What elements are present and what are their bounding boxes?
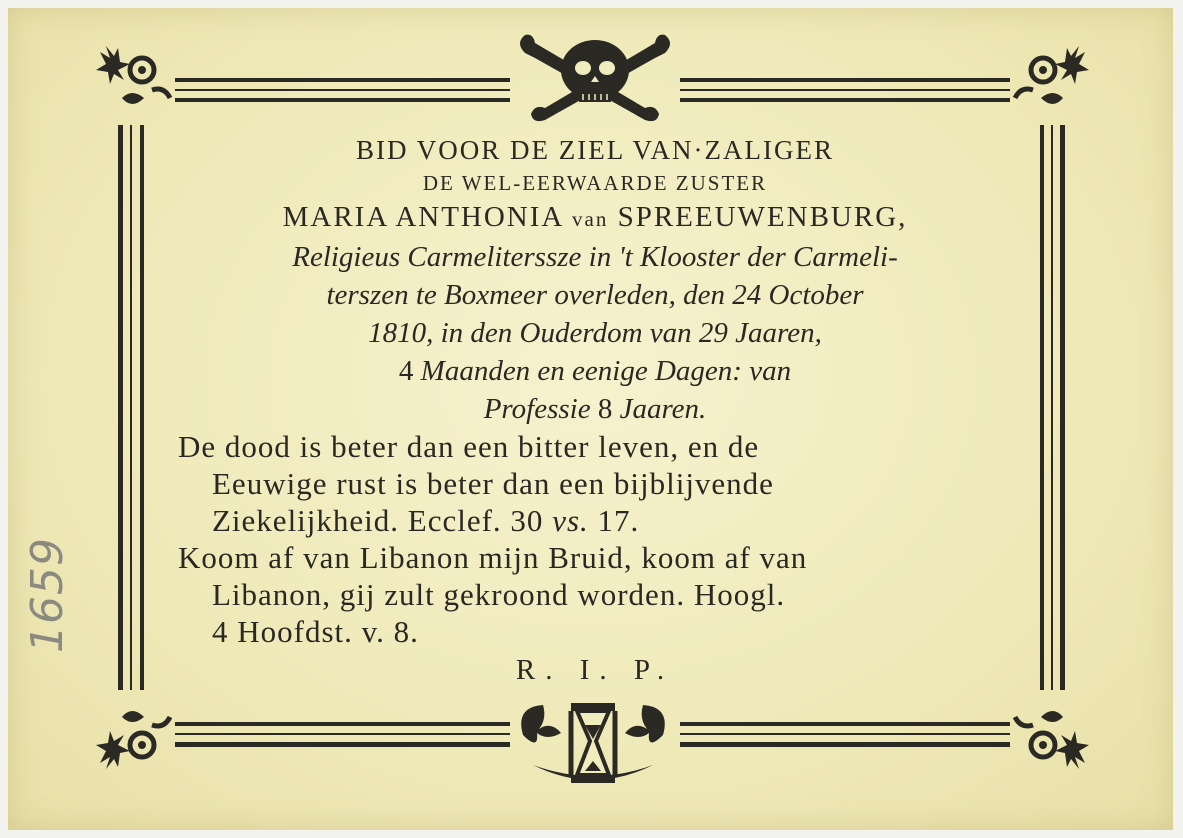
name-given: MARIA ANTHONIA	[282, 201, 563, 233]
bottom-rule-right	[680, 722, 1010, 747]
bio-line-5	[170, 390, 1020, 428]
skull-crossbones-icon	[520, 35, 670, 121]
quote-line-6: 4 Hoofdst. v. 8.	[212, 614, 419, 649]
quote-ref-vs: vs.	[552, 503, 589, 538]
subheading-line: DE WEL-EERWAARDE ZUSTER	[422, 171, 768, 195]
profession-word: Professie	[483, 393, 591, 425]
heading-line: BID VOOR DE ZIEL VAN·ZALIGER	[356, 135, 834, 165]
top-rule-left	[175, 78, 510, 102]
fleur-scroll-corner-icon	[1015, 46, 1089, 104]
top-rule-right	[680, 78, 1010, 102]
profession-years-word: Jaaren.	[619, 393, 707, 425]
profession-years-number: 8	[597, 393, 613, 425]
fleur-scroll-corner-icon	[96, 46, 170, 104]
quote-line-5: Libanon, gij zult gekroond worden. Hoogl.	[212, 577, 786, 612]
quote-line-1: De dood is beter dan een bitter leven, en de	[178, 429, 760, 464]
bottom-rule-left	[175, 722, 510, 747]
bio-line-3: 1810, in den Ouderdom van 29 Jaaren,	[368, 317, 822, 349]
hourglass-emblem-icon	[521, 703, 665, 783]
fleur-scroll-corner-icon	[1015, 711, 1089, 769]
handwritten-annotation: 1659	[21, 537, 73, 653]
left-rule	[118, 125, 144, 690]
name-line	[170, 198, 1020, 238]
bio-line-4	[170, 352, 1020, 390]
quote-ref-text: Ziekelijkheid. Ecclef. 30	[212, 503, 544, 538]
bio-months-text: Maanden en eenige Dagen: van	[420, 355, 792, 387]
right-rule	[1040, 125, 1065, 690]
quote-line-2: Eeuwige rust is beter dan een bijblijvende	[212, 466, 774, 501]
memorial-text	[170, 132, 1020, 690]
name-particle: van	[572, 207, 609, 231]
rip-line: R. I. P.	[515, 654, 675, 686]
bio-line-2: terszen te Boxmeer overleden, den 24 October	[326, 279, 864, 311]
quote-ref-verse: 17.	[597, 503, 640, 538]
quote-line-4: Koom af van Libanon mijn Bruid, koom af van	[178, 540, 808, 575]
bio-months-number: 4	[398, 355, 414, 387]
bio-line-1: Religieus Carmeliterssze in 't Klooster der Carmeli-	[292, 241, 898, 273]
fleur-scroll-corner-icon	[96, 711, 170, 769]
quote-line-3	[212, 502, 1020, 539]
name-surname: SPREEUWENBURG,	[617, 201, 908, 233]
